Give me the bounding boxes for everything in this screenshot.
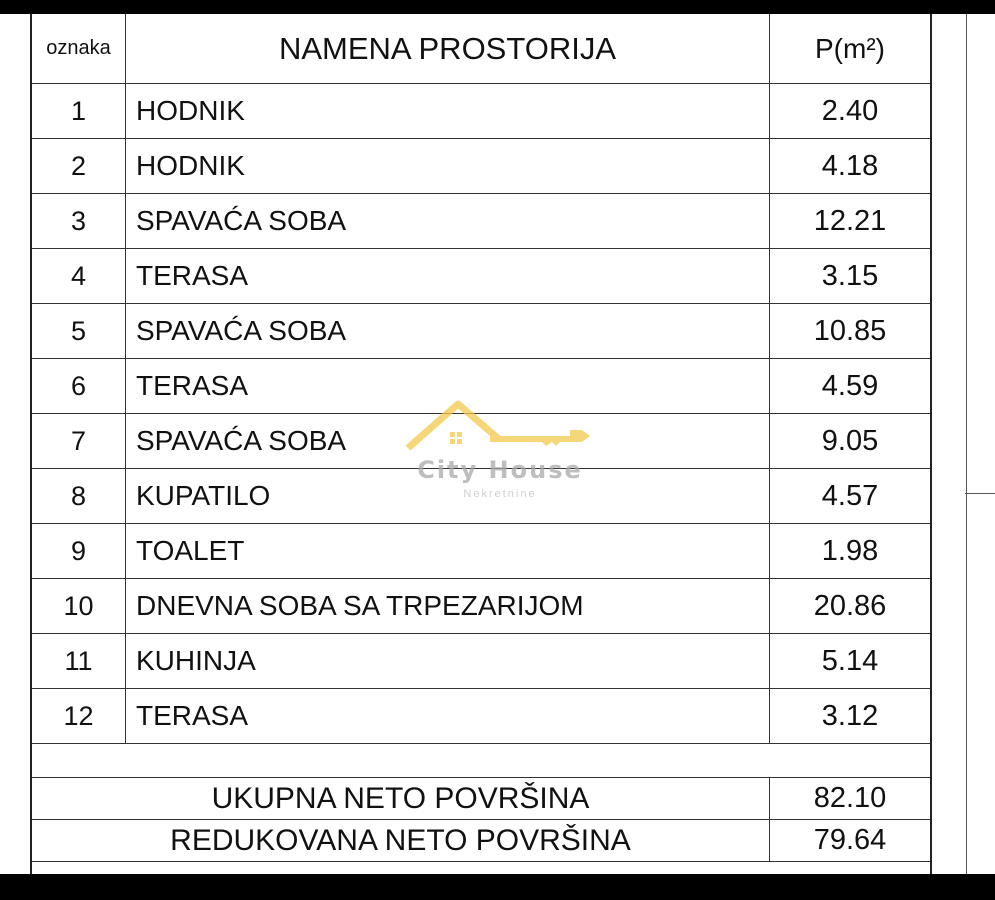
table-spacer-row	[32, 744, 930, 778]
room-id-cell: 1	[32, 84, 126, 138]
reduced-area-label: REDUKOVANA NETO POVRŠINA	[32, 820, 770, 861]
right-margin-line	[966, 14, 967, 874]
header-area-cell: P(m²)	[815, 32, 885, 64]
floor-plan-area-table-sheet	[0, 14, 995, 874]
room-name-cell: DNEVNA SOBA SA TRPEZARIJOM	[126, 579, 770, 633]
room-id-cell: 12	[32, 689, 126, 743]
room-area-cell: 3.15	[821, 259, 879, 292]
room-id-cell: 3	[32, 194, 126, 248]
room-id-cell: 11	[32, 634, 126, 688]
net-area-value: 82.10	[813, 782, 887, 814]
room-area-table	[30, 14, 932, 874]
table-row	[32, 359, 930, 414]
table-row	[32, 579, 930, 634]
room-area-cell: 4.57	[821, 479, 879, 512]
spacer-cell	[32, 744, 126, 777]
room-name-cell: HODNIK	[126, 84, 770, 138]
table-row	[32, 84, 930, 139]
table-row	[32, 524, 930, 579]
room-id-cell: 5	[32, 304, 126, 358]
room-area-cell: 5.14	[821, 644, 879, 677]
header-name-cell: NAMENA PROSTORIJA	[126, 14, 770, 83]
table-header-row	[32, 14, 930, 84]
room-name-cell: HODNIK	[126, 139, 770, 193]
room-area-cell: 1.98	[821, 534, 879, 567]
room-name-cell: TOALET	[126, 524, 770, 578]
room-name-cell: KUHINJA	[126, 634, 770, 688]
room-id-cell: 8	[32, 469, 126, 523]
table-row	[32, 249, 930, 304]
net-area-label: UKUPNA NETO POVRŠINA	[32, 778, 770, 819]
table-row	[32, 139, 930, 194]
room-name-cell: SPAVAĆA SOBA	[126, 194, 770, 248]
table-row	[32, 469, 930, 524]
watermark-title: City House	[417, 456, 583, 484]
room-area-cell: 9.05	[821, 424, 879, 457]
net-area-total-row	[32, 778, 930, 820]
table-row	[32, 304, 930, 359]
room-name-cell: KUPATILO	[126, 469, 770, 523]
room-name-cell: TERASA	[126, 249, 770, 303]
table-row	[32, 194, 930, 249]
room-area-cell: 2.40	[821, 94, 879, 127]
room-name-cell: SPAVAĆA SOBA	[126, 414, 770, 468]
room-id-cell: 10	[32, 579, 126, 633]
room-area-cell: 4.59	[821, 369, 879, 402]
room-area-cell: 12.21	[813, 204, 887, 237]
watermark-subtitle: Nekretnine	[463, 488, 537, 500]
room-name-cell: TERASA	[126, 689, 770, 743]
table-row	[32, 634, 930, 689]
room-area-cell: 10.85	[813, 314, 887, 347]
room-id-cell: 2	[32, 139, 126, 193]
header-label-cell: oznaka	[32, 14, 126, 83]
room-id-cell: 6	[32, 359, 126, 413]
reduced-area-value: 79.64	[813, 824, 887, 856]
room-area-cell: 4.18	[821, 149, 879, 182]
right-margin-tick	[965, 493, 995, 494]
room-id-cell: 9	[32, 524, 126, 578]
room-area-cell: 3.12	[821, 699, 879, 732]
table-row	[32, 689, 930, 744]
room-name-cell: TERASA	[126, 359, 770, 413]
room-area-cell: 20.86	[813, 589, 887, 622]
room-name-cell: SPAVAĆA SOBA	[126, 304, 770, 358]
room-id-cell: 7	[32, 414, 126, 468]
table-row	[32, 414, 930, 469]
reduced-net-area-row	[32, 820, 930, 862]
room-id-cell: 4	[32, 249, 126, 303]
